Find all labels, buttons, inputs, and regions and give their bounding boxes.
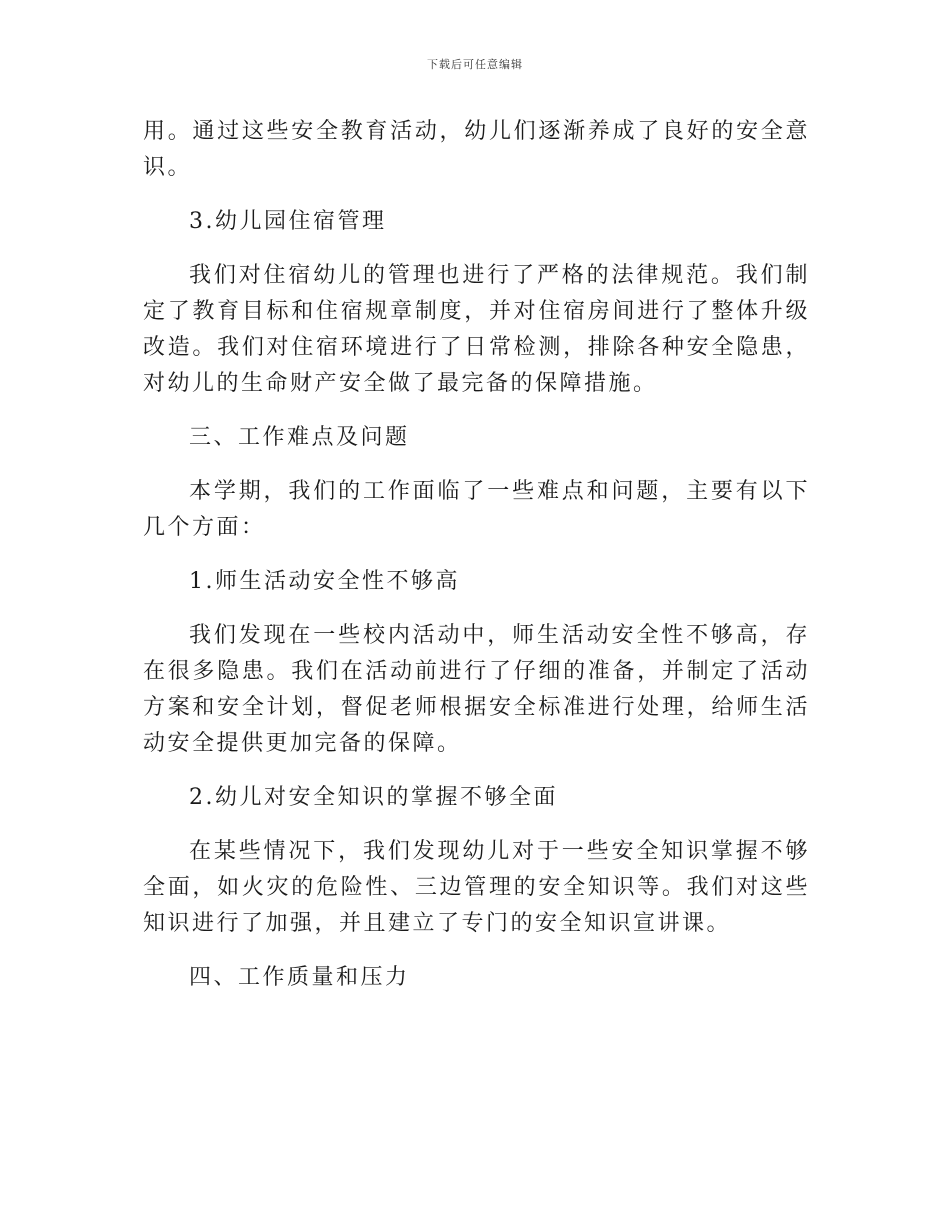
section-heading-difficulties: 三、工作难点及问题 [189, 425, 410, 450]
paragraph-safety-knowledge: 在某些情况下，我们发现幼儿对于一些安全知识掌握不够全面，如火灾的危险性、三边管理的安全知识等。我们对这些知识进行了加强，并且建立了专门的安全知识宣讲课。 [143, 839, 810, 936]
page-header-note: 下载后可任意编辑 [427, 58, 523, 71]
section-heading-dormitory: 3.幼儿园住宿管理 [189, 209, 387, 234]
paragraph-activity-safety: 我们发现在一些校内活动中，师生活动安全性不够高，存在很多隐患。我们在活动前进行了仔细的准备，并制定了活动方案和安全计划，督促老师根据安全标准进行处理，给师生活动安全提供更加完备的保障。 [143, 623, 810, 756]
paragraph-difficulties-intro: 本学期，我们的工作面临了一些难点和问题，主要有以下几个方面： [143, 479, 810, 540]
section-heading-safety-knowledge: 2.幼儿对安全知识的掌握不够全面 [189, 785, 558, 810]
paragraph-continued: 用。通过这些安全教育活动，幼儿们逐渐养成了良好的安全意识。 [143, 119, 810, 180]
document-body [143, 114, 810, 1014]
paragraph-dormitory: 我们对住宿幼儿的管理也进行了严格的法律规范。我们制定了教育目标和住宿规章制度，并对住宿房间进行了整体升级改造。我们对住宿环境进行了日常检测，排除各种安全隐患，对幼儿的生命财产安全做了最完备的保障措施。 [143, 263, 810, 396]
section-heading-activity-safety: 1.师生活动安全性不够高 [189, 569, 460, 594]
section-heading-quality-pressure: 四、工作质量和压力 [189, 965, 410, 990]
